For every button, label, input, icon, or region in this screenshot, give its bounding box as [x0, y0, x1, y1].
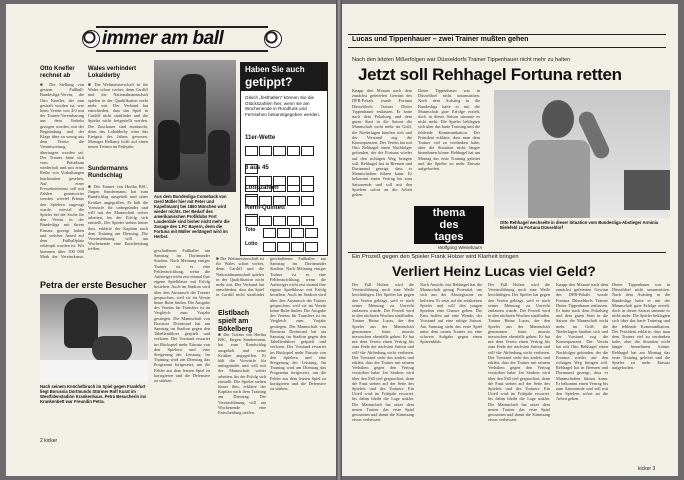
photo-rehhagel	[494, 90, 670, 218]
headline-elstlbach: Elstlbach spielt am Bökelberg	[218, 310, 253, 333]
headline-petra: Petra der erste Besucher	[40, 280, 147, 290]
thema-word-1: thema	[432, 207, 466, 219]
label-toto: Toto	[245, 227, 256, 233]
text-col-4: ■ Die Weltmeisterschaft ist für Wales schon vorbei, denn Cardiff und die Nationalmannschaft spielen in der Qualifikation nicht mehr mit. Der Verband hat entschieden, dass das Spiel in Cardiff nicht stattfindet	[216, 256, 264, 298]
kicker-line: Lucas und Tippenhauer – zwei Trainer mußten gehen	[352, 36, 529, 43]
deck-rule	[348, 47, 666, 48]
headline-sundermann: Sundermanns Rundschlag	[88, 166, 129, 179]
label-lotto: Lotto	[245, 241, 258, 247]
banner-title: immer am ball	[102, 28, 224, 49]
text-col-3: geschaffenen Fußballer am Samstag im Dortmunder Stadion. Nach Meinung einiger Trainer ist es eine Fehlentwicklung, wenn die Aufsteiger nicht erst einmal ihre eigene Spielklasse mit Erfolg bestehen. Auch im Stadion wird über den Austausch der Trainer gesprochen, weil sie im Verein keine Ruhe finden. Die Ausgabe des Vereins für Transfers ist im Vergleich zum Vorjahr gestiegen. Die Mannschaft von Borussia Dortmund hat am Samstag im Stadion gegen den Tabellenführer gespielt und verloren. Der Vorstand erwartet im Rückspiel mehr Einsatz von den Spielern und eine Steigerung der Leistung. Im Training wird am Dienstag das Programm fortgesetzt, um die Fehler aus dem letzten Spiel zu korrigieren und die Defensive zu stärken.	[154, 248, 210, 384]
main-headline: Jetzt soll Rehhagel Fortuna retten	[358, 65, 622, 84]
lotto-box-header	[241, 63, 327, 91]
left-page	[6, 4, 336, 476]
text-col-4b: ■ Der Trainer von Hertha BSC, Jürgen Sundermann, hat zum Rundschlag ausgeholt und seine Kritiker angegriffen. Er hält die Vorwürfe für unbegründet und will mit der Mannschaft weiter arbeiten, bis der Erfolg sich einstellt. Die Spieler stehen hinter ihm, erklärte der Kapitän nach dem Training am Dienstag. Die Vereinsführung will am Wochenende eine Entscheidung treffen.	[218, 332, 266, 416]
text-col-5: geschaffenen Fußballer am Samstag im Dortmunder Stadion. Nach Meinung einiger Trainer ist es eine Fehlentwicklung, wenn die Aufsteiger nicht erst einmal ihre eigene Spielklasse mit Erfolg bestehen. Auch im Stadion wird über den Austausch der Trainer gesprochen, weil sie im Verein keine Ruhe finden. Die Ausgabe des Vereins für Transfers ist im Vergleich zum Vorjahr gestiegen. Die Mannschaft von Borussia Dortmund hat am Samstag im Stadion gegen den Tabellenführer gespielt und verloren. Der Vorstand erwartet im Rückspiel mehr Einsatz von den Spielern und eine Steigerung der Leistung. Im Training wird am Dienstag das Programm fortgesetzt, um die Fehler aus dem letzten Spiel zu korrigieren und die Defensive zu stärken.	[270, 256, 326, 392]
body-col-6: Der Fall Holzer wird die Vereinsführung noch eine Weile beschäftigen. Der Spieler hat gegen den Verein geklagt, weil er nach seiner Meinung zu Unrecht entlassen wurde. Der Prozeß wird in den nächsten Wochen stattfinden. Trainer Heinz Lucas, der den Spieler aus der Mannschaft genommen hatte, musste inzwischen ebenfalls gehen. Er hat mit dem Verein einen Vertrag bis zum Ende der nächsten Saison und will die Abfindung nicht verlieren. Der Vorstand sieht das anders und erklärt, dass der Trainer mit seinem Verhalten gegen den Vertrag verstoßen habe. Im Stadion wird über den Fall viel gesprochen, denn die Fans stehen auf der Seite des Spielers und des Trainers. Ein Urteil wird im Frühjahr erwartet, bis dahin bleibt die Lage unklar. Die Mannschaft hat unter dem neuen Trainer das erste Spiel gewonnen und damit die Stimmung etwas verbessert.	[488, 282, 550, 423]
lotto-box	[240, 62, 328, 256]
text-wales: ■ Die Weltmeisterschaft ist für Wales schon vorbei, denn Cardiff und die Nationalmannschaft spielen in der Qualifikation nicht mehr mit. Der Verband hat entschieden, dass das Spiel in Cardiff nicht stattfindet und die Spieler nicht freigestellt werden. Die Zuschauer sind enttäuscht, denn das Lokalderby wäre das Ereignis des Jahres gewesen. Manager Bellamy hofft auf einen neuen Termin im Frühjahr.	[88, 82, 148, 150]
thema-word-2: des	[439, 219, 459, 231]
body-col-8: Dieter Tippenhauer war in Düsseldorf nicht unumstritten. Nach dem Aufstieg in die Bundesliga hatte er mit der Mannschaft gute Erfolge erzielt, doch in dieser Saison stimmte es nicht mehr. Die Spieler beklagten sich über das harte Training und die fehlende Kommunikation. Der Präsident erklärte, dass man dem Trainer viel zu verdanken habe, aber die Situation nicht länger hinnehmen könne. Rehhagel hat am Montag das erste Training geleitet und die Spieler zu mehr Einsatz aufgefordert.	[612, 282, 670, 371]
photo-caption-hospital: Nach seinem Knöchelbruch im Spiel gegen Frankfurt liegt Borussia Dortmunds Stürmer Rolf Kurat im Westfalenstadion Krankenhaus. Petra Besucherin ins Krankenbett war Freundin Petra.	[40, 384, 147, 404]
photo-caption-rehhagel: Otto Rehhagel wechselte in dieser Situation vom Bundesliga-Abstieger Arminia Bielefeld zu Fortuna Düsseldorf	[500, 220, 659, 230]
label-renn-quintett: Renn-Quintett	[245, 205, 285, 211]
lotto-title-b: getippt?	[245, 75, 293, 89]
ball-icon	[264, 30, 282, 48]
player-figure	[208, 130, 230, 186]
headline-wales: Wales verhindert Lokalderby	[88, 66, 137, 79]
label-11er-wette: 11er-Wette	[245, 135, 276, 141]
label-6-aus-45: 6 aus 45	[245, 165, 269, 171]
banner	[96, 26, 268, 52]
ball-icon	[82, 30, 100, 48]
body-col-2: Dieter Tippenhauer war in Düsseldorf nicht unumstritten. Nach dem Aufstieg in die Bundesliga hatte er mit der Mannschaft gute Erfolge erzielt, doch in dieser Saison stimmte es nicht mehr. Die Spieler beklagten sich über das harte Training und die fehlende Kommunikation. Der Präsident erklärte, dass man dem Trainer viel zu verdanken habe, aber die Situation nicht länger hinnehmen könne. Rehhagel hat am Montag das erste Training geleitet und die Spieler zu mehr Einsatz aufgefordert.	[418, 88, 480, 172]
text-knefler: ■ Die Stellung von gestern Fußball-Bundesliga-Verein, die Otto Knefler, der nun gestraft worden ist, war beim Verein von 4:0 mit der Trainer-Vereinbarung aus dem Verkehr gezogen worden, mit der Begründung und der Klage über zu wenig aus dem Verein die Verantwortung übertragen worden sei. Der Trainer habe sich vom Präsidium wiederholt und mit einer Reihe von Vorhaltungen konfrontiert gesehen. Auf einer Pressekonferenz soll mit Zahlen geantwortet werden, wieviel Prämie den Spielern zugesagt wurde, wieviel die Spieler bei der Sache für den Verein in der Bundesliga mit ihrem Einsatz gezeigt haben und welcher Anteil auf dem Fußballplatz erkämpft worden ist. Wir kommen über 300 000 Mark der Vereinskasse,	[40, 82, 84, 259]
text-sundermann: ■ Der Trainer von Hertha BSC, Jürgen Sundermann, hat zum Rundschlag ausgeholt und seine Kritiker angegriffen. Er hält die Vorwürfe für unbegründet und will mit der Mannschaft weiter arbeiten, bis der Erfolg sich einstellt. Die Spieler stehen hinter ihm, erklärte der Kapitän nach dem Training am Dienstag. Die Vereinsführung will am Wochenende eine Entscheidung treffen.	[88, 184, 148, 252]
player-figure	[180, 74, 206, 154]
coach-body	[528, 140, 590, 218]
deck-line: Nach den letzten Mißerfolgen war Düsseldorfs Trainer Tippenhauer nicht mehr zu halten	[352, 57, 571, 63]
right-page	[342, 4, 678, 476]
thema-box	[414, 206, 484, 244]
body-col-4: Der Fall Holzer wird die Vereinsführung noch eine Weile beschäftigen. Der Spieler hat gegen den Verein geklagt, weil er nach seiner Meinung zu Unrecht entlassen wurde. Der Prozeß wird in den nächsten Wochen stattfinden. Trainer Heinz Lucas, der den Spieler aus der Mannschaft genommen hatte, musste inzwischen ebenfalls gehen. Er hat mit dem Verein einen Vertrag bis zum Ende der nächsten Saison und will die Abfindung nicht verlieren. Der Vorstand sieht das anders und erklärt, dass der Trainer mit seinem Verhalten gegen den Vertrag verstoßen habe. Im Stadion wird über den Fall viel gesprochen, denn die Fans stehen auf der Seite des Spielers und des Trainers. Ein Urteil wird im Frühjahr erwartet, bis dahin bleibt die Lage unklar. Die Mannschaft hat unter dem neuen Trainer das erste Spiel gewonnen und damit die Stimmung etwas verbessert.	[352, 282, 414, 423]
section-rule	[348, 252, 666, 253]
bed-sheet	[40, 360, 148, 382]
body-col-1: Knapp drei Monate nach dem zunächst gefeierten Gewinn des DFB-Pokals wurde Fortuna Düsseldorfs Trainer Dieter Tippenhauer entlassen. Er hatte nach dem Pokalsieg und dem guten Start in die Saison die Mannschaft nicht mehr im Griff, die Niederlagen häuften sich und der Vorstand zog die Konsequenzen. Der Verein hat mit Otto Rehhagel einen Nachfolger gefunden, der die Fortuna wieder auf den richtigen Weg bringen soll. Rehhagel hat in Bremen und Dortmund gezeigt, dass er Mannschaften führen kann. Er bekommt einen Vertrag bis zum Saisonende und soll mit den Spielern sofort an die Arbeit gehen.	[352, 88, 412, 198]
lotto-intro: Gleich „festhalten" können Sie die Glückszahlen hier, wenn sie am Wochenende in Rundfunk und Fernsehen bekanntgegeben werden.	[245, 95, 321, 117]
photo-caption-mueller: Aus dem Bundesliga-Comeback von Gerd Müller hier mit Peter und Kapellmann) bei 1860 München wird wieder nichts. Der Bedarf des amerikanischen Profiklubs Fort Lauderdale sind bisher nicht mehr die Zusage des 1.FC Bayern, denn die Fortuna mit Müller verlängert wird im Herbst.	[154, 194, 230, 239]
photo-players	[154, 60, 236, 192]
headline-knefler: Otto Knefler rechnet ab	[40, 66, 75, 79]
patient-figure	[92, 336, 132, 362]
visitor-figure	[64, 298, 98, 348]
deck2-line: Ein Prozeß gegen den Spieler Frank Holzer wird Klarheit bringen	[352, 254, 519, 260]
page-folio: 2 kicker	[40, 438, 58, 444]
headline-lucas: Verliert Heinz Lucas viel Geld?	[392, 263, 596, 279]
coach-head	[542, 100, 574, 138]
author-line: Wolfgang Wiesebaum	[438, 245, 482, 250]
photo-hospital	[40, 294, 148, 382]
label-lottozahlen: Lottozahlen	[245, 185, 279, 191]
bench-detail	[624, 170, 670, 210]
player-figure	[158, 120, 180, 180]
thema-word-3: tages	[434, 231, 464, 243]
body-col-5: Nach Ansicht von Rehhagel hat die Mannschaft genug Potential, um sich aus der Abstiegszone zu befreien. Er setzt auf die erfahrenen Spieler und will den jungen Spielern eine Chance geben. Die Fans hoffen auf eine Wende, der Vorstand auf eine ruhige Saison. Am Samstag steht das erste Spiel unter dem neuen Trainer an, eine schwere Aufgabe gegen einen Spitzenklub.	[420, 282, 482, 345]
lotto-title-a: Haben Sie auch	[245, 65, 305, 74]
page-folio: kicker 3	[638, 466, 656, 472]
body-col-7: Knapp drei Monate nach dem zunächst gefeierten Gewinn des DFB-Pokals wurde Fortuna Düsseldorfs Trainer Dieter Tippenhauer entlassen. Er hatte nach dem Pokalsieg und dem guten Start in die Saison die Mannschaft nicht mehr im Griff, die Niederlagen häuften sich und der Vorstand zog die Konsequenzen. Der Verein hat mit Otto Rehhagel einen Nachfolger gefunden, der die Fortuna wieder auf den richtigen Weg bringen soll. Rehhagel hat in Bremen und Dortmund gezeigt, dass er Mannschaften führen kann. Er bekommt einen Vertrag bis zum Saisonende und soll mit den Spielern sofort an die Arbeit gehen.	[556, 282, 608, 402]
cells-lotto	[263, 239, 325, 257]
